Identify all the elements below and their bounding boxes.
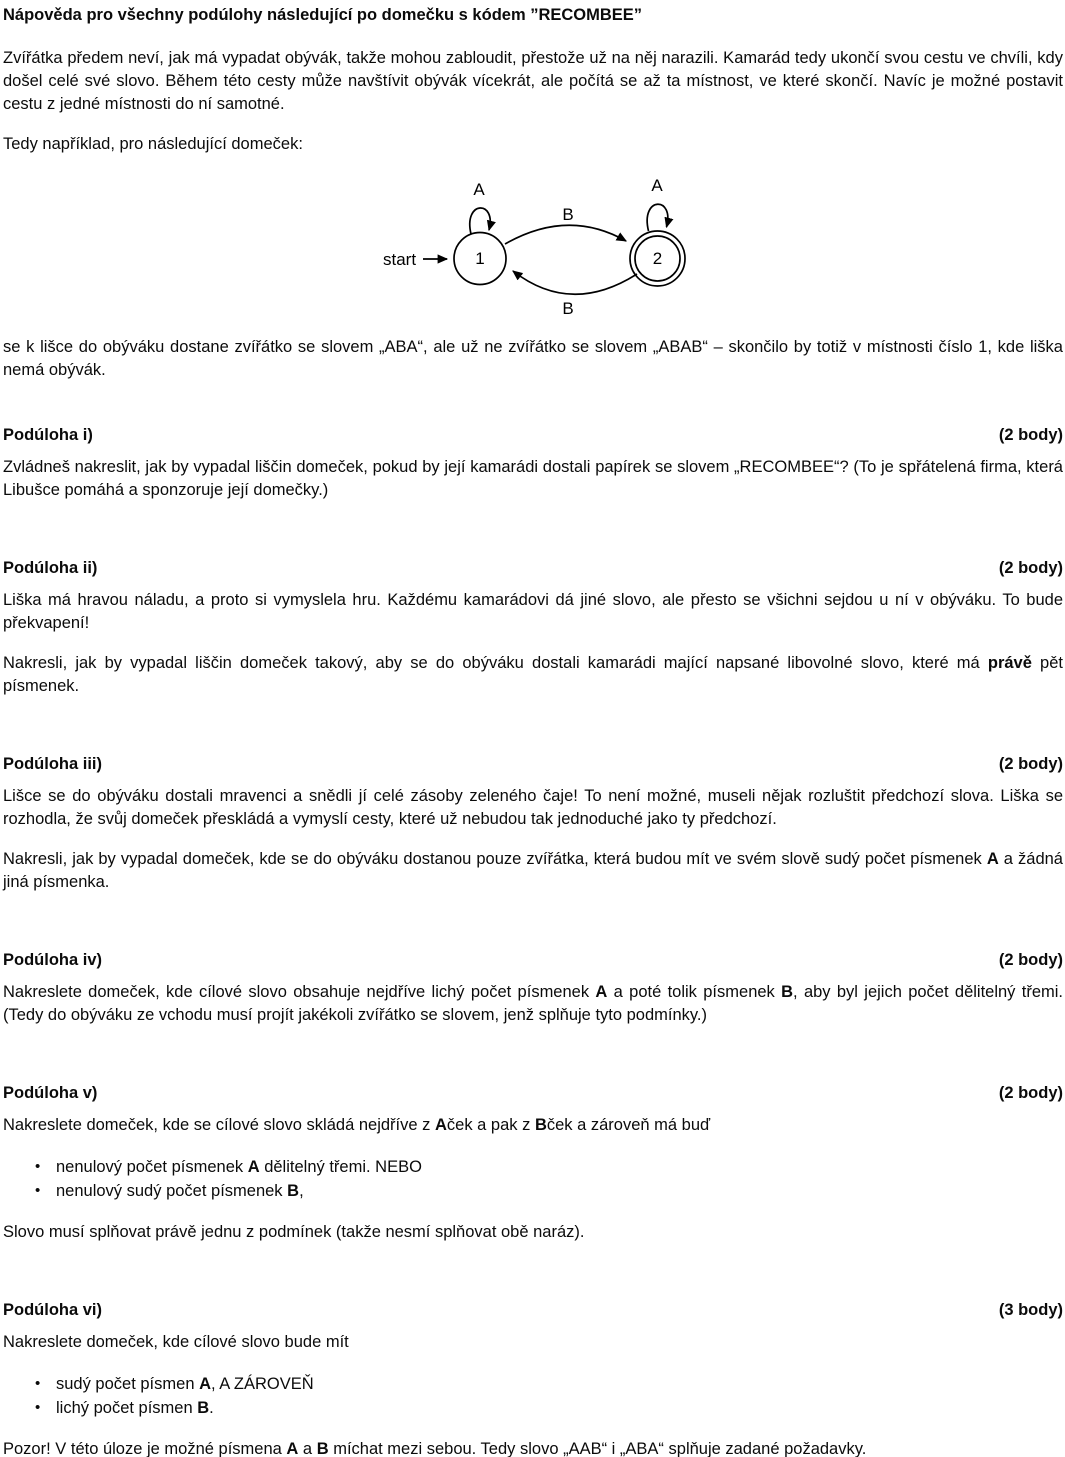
- section-points: (2 body): [998, 426, 1063, 444]
- section-poduloha-iv: [3, 949, 1063, 1027]
- section-heading: Podúloha v): [3, 1084, 98, 1102]
- transition-label-b-top: B: [562, 205, 574, 224]
- example-explanation: se k lišce do obýváku dostane zvířátko se slovem „ABA“, ale už ne zvířátko se slovem „ABAB“ – skončilo by totiž v místnosti číslo 1, kde liška nemá obývák.: [3, 338, 1063, 379]
- section-paragraph: Zvládneš nakreslit, jak by vypadal liščin domeček, pokud by její kamarádi dostali papírek se slovem „RECOMBEE“? (To je spřátelená firma, která Libušce pomáhá a sponzoruje její domečky.): [3, 458, 1063, 499]
- section-note: Pozor! V této úloze je možné písmena A a B míchat mezi sebou. Tedy slovo „AAB“ i „ABA“ splňuje zadané požadavky.: [3, 1440, 867, 1457]
- list-item: • nenulový sudý počet písmenek B,: [3, 1179, 1063, 1203]
- state-1-label: 1: [475, 249, 485, 268]
- list-item: • lichý počet písmen B.: [3, 1396, 1063, 1420]
- section-header: [3, 949, 1063, 972]
- transition-label-loop-1: A: [473, 180, 485, 199]
- example-lead: Tedy například, pro následující domeček:: [3, 135, 303, 153]
- section-paragraph: Nakresli, jak by vypadal domeček, kde se do obýváku dostanou pouze zvířátka, která budou mít ve svém slově sudý počet písmenek A a žádná jiná písmenka.: [3, 850, 1063, 891]
- section-paragraph: Nakreslete domeček, kde cílové slovo obsahuje nejdříve lichý počet písmenek A a poté tolik písmenek B, aby byl jejich počet dělitelný třemi. (Tedy do obýváku ze vchodu musí projít jakékoli zvířátko se slovem, jenž splňuje tyto podmínky.): [3, 983, 1063, 1024]
- section-header: [3, 557, 1063, 580]
- section-header: [3, 1082, 1063, 1105]
- section-lead: Nakreslete domeček, kde cílové slovo bude mít: [3, 1333, 349, 1351]
- section-note: Slovo musí splňovat právě jednu z podmínek (takže nesmí splňovat obě naráz).: [3, 1223, 585, 1241]
- section-points: (2 body): [998, 1084, 1063, 1102]
- section-heading: Podúloha iv): [3, 951, 102, 969]
- section-heading: Podúloha iii): [3, 755, 102, 773]
- section-poduloha-vi: [3, 1299, 1063, 1457]
- section-points: (3 body): [998, 1301, 1063, 1319]
- section-header: [3, 753, 1063, 776]
- section-poduloha-iii: [3, 753, 1063, 894]
- section-heading: Podúloha i): [3, 426, 93, 444]
- page-title: Nápověda pro všechny podúlohy následující po domečku s kódem ”RECOMBEE”: [3, 6, 643, 24]
- transition-label-b-bottom: B: [562, 299, 574, 318]
- section-poduloha-ii: [3, 557, 1063, 698]
- section-heading: Podúloha ii): [3, 559, 98, 577]
- section-points: (2 body): [998, 559, 1063, 577]
- list-item: • nenulový počet písmenek A dělitelný třemi. NEBO: [3, 1155, 1063, 1179]
- self-loop-state-2: [647, 204, 668, 231]
- section-header: [3, 1299, 1063, 1322]
- section-poduloha-i: [3, 424, 1063, 502]
- condition-list: [3, 1155, 1063, 1203]
- section-paragraph: Lišce se do obýváku dostali mravenci a snědli jí celé zásoby zeleného čaje! To není možné, museli nějak rozluštit předchozí slova. Liška se rozhodla, že svůj domeček přeskládá a vymyslí cesty, které už nebudou tak jednoduché jako ty předchozí.: [3, 787, 1063, 828]
- section-poduloha-v: [3, 1082, 1063, 1244]
- section-points: (2 body): [998, 755, 1063, 773]
- section-points: (2 body): [998, 951, 1063, 969]
- automaton-diagram: [368, 168, 698, 320]
- section-paragraph: Liška má hravou náladu, a proto si vymyslela hru. Každému kamarádovi dá jiné slovo, ale přesto se všichni sejdou u ní v obýváku. To bude překvapení!: [3, 591, 1063, 632]
- section-lead: Nakreslete domeček, kde se cílové slovo skládá nejdříve z Aček a pak z Bček a zároveň má buď: [3, 1116, 711, 1134]
- transition-label-loop-2: A: [651, 176, 663, 195]
- start-label: start: [383, 250, 417, 269]
- state-2-label: 2: [652, 249, 663, 268]
- section-heading: Podúloha vi): [3, 1301, 102, 1319]
- edge-2-to-1: [513, 271, 637, 294]
- list-item: • sudý počet písmen A, A ZÁROVEŇ: [3, 1372, 1063, 1396]
- self-loop-state-1: [470, 208, 490, 234]
- intro-paragraph: Zvířátka předem neví, jak má vypadat obývák, takže mohou zabloudit, přestože už na něj narazili. Kamarád tedy ukončí svou cestu ve chvíli, kdy došel celé své slovo. Během této cesty může navštívit obývák vícekrát, ale počítá se až ta místnost, ve které skončí. Navíc je možné postavit cestu z jedné místnosti do ní samotné.: [3, 49, 1063, 113]
- section-header: [3, 424, 1063, 447]
- condition-list: [3, 1372, 1063, 1420]
- section-paragraph: Nakresli, jak by vypadal liščin domeček takový, aby se do obýváku dostali kamarádi mající napsané libovolné slovo, které má právě pět písmenek.: [3, 654, 1063, 695]
- edge-1-to-2: [505, 225, 626, 244]
